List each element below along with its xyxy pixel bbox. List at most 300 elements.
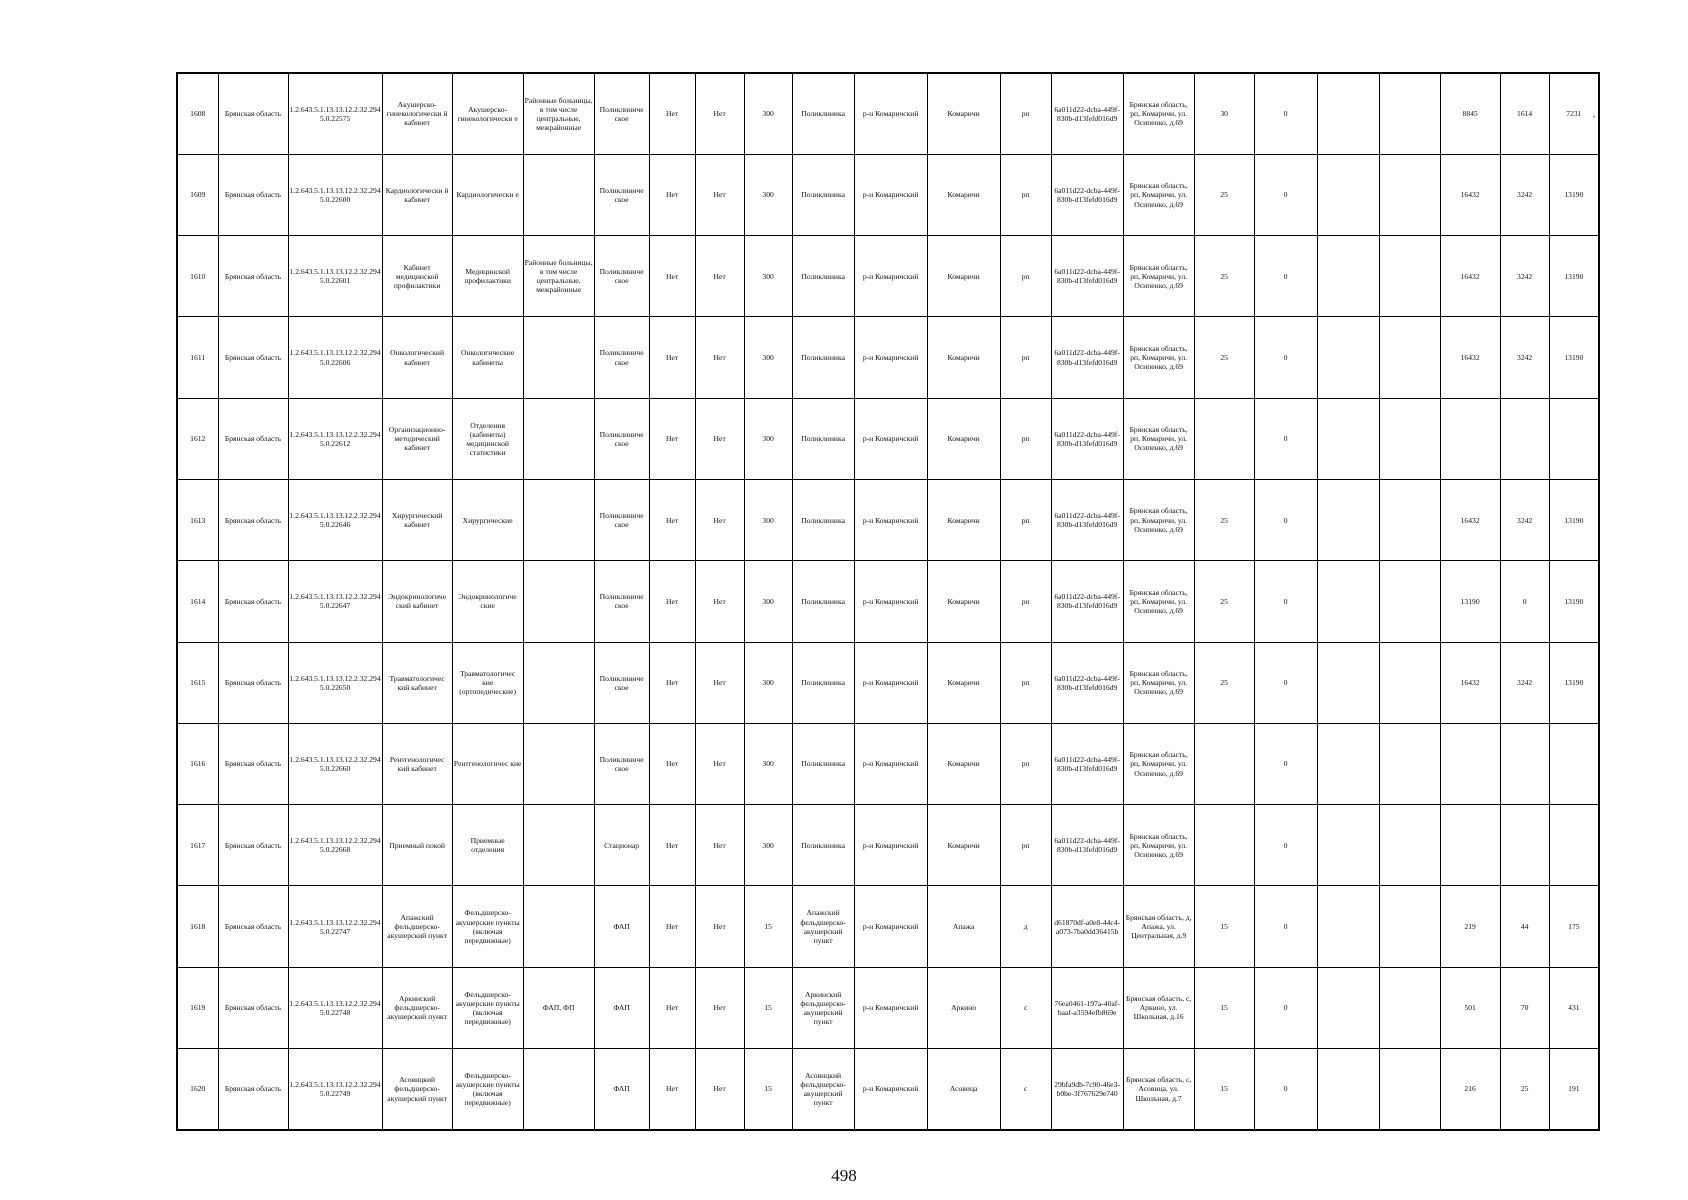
cell-num: 1611 (177, 317, 218, 398)
cell-address: Брянская область, рп, Комаричи, ул. Осипенко, д.69 (1123, 805, 1194, 886)
cell-guid: 6a011d22-dcba-449f-830b-d13fefd016d9 (1051, 723, 1123, 804)
cell-district: р-н Комаричский (854, 967, 927, 1048)
cell-num: 1609 (177, 154, 218, 235)
cell-stype: с (1000, 967, 1051, 1048)
cell-e (1440, 723, 1500, 804)
cell-type: Приемные отделения (452, 805, 523, 886)
cell-address: Брянская область, рп, Комаричи, ул. Осипенко, д.69 (1123, 642, 1194, 723)
cell-num: 1608 (177, 73, 218, 154)
cell-settlement: Комаричи (927, 805, 1000, 886)
cell-care: Поликлиниче ское (594, 154, 649, 235)
cell-e: 8845 (1440, 73, 1500, 154)
cell-settlement: Комаричи (927, 479, 1000, 560)
cell-region: Брянская область (218, 398, 288, 479)
cell-name: Эндокринологиче ский кабинет (382, 561, 452, 642)
cell-f (1500, 723, 1549, 804)
cell-name: Кардиологически й кабинет (382, 154, 452, 235)
cell-d (1379, 886, 1440, 967)
cell-g: 175 (1549, 886, 1599, 967)
cell-type: Отделения (кабинеты) медицинской статистики (452, 398, 523, 479)
cell-type: Акушерско-гинекологически е (452, 73, 523, 154)
cell-a: 25 (1194, 642, 1254, 723)
cell-f1: Нет (649, 723, 695, 804)
cell-name: Асовицкий фельдшерско-акушерский пункт (382, 1049, 452, 1130)
cell-f1: Нет (649, 967, 695, 1048)
cell-oid: 1.2.643.5.1.13.13.12.2.32.294 5.0.22747 (288, 886, 382, 967)
cell-district: р-н Комаричский (854, 236, 927, 317)
cell-b: 0 (1254, 967, 1317, 1048)
cell-stype: рп (1000, 805, 1051, 886)
cell-guid: 76ea0461-197a-40af-baaf-a3594efb869e (1051, 967, 1123, 1048)
cell-guid: 6a011d22-dcba-449f-830b-d13fefd016d9 (1051, 317, 1123, 398)
cell-b: 0 (1254, 73, 1317, 154)
cell-stype: рп (1000, 73, 1051, 154)
cell-region: Брянская область (218, 317, 288, 398)
cell-guid: 6a011d22-dcba-449f-830b-d13fefd016d9 (1051, 154, 1123, 235)
table-row (177, 561, 1599, 642)
cell-subtype (523, 642, 594, 723)
cell-f1: Нет (649, 642, 695, 723)
cell-subtype (523, 886, 594, 967)
cell-guid: 29bfa9db-7c90-46e3-b0be-3f767629e740 (1051, 1049, 1123, 1130)
cell-subtype: Районные больницы, в том числе центральные, межрайонные (523, 236, 594, 317)
cell-f2: Нет (695, 73, 744, 154)
cell-loc: Поликлиника (792, 317, 854, 398)
cell-care: ФАП (594, 967, 649, 1048)
cell-dist: 300 (744, 805, 792, 886)
cell-guid: 6a011d22-dcba-449f-830b-d13fefd016d9 (1051, 642, 1123, 723)
cell-address: Брянская область, с, Асовица, ул. Школьная, д.7 (1123, 1049, 1194, 1130)
cell-a: 15 (1194, 967, 1254, 1048)
cell-guid: 6a011d22-dcba-449f-830b-d13fefd016d9 (1051, 398, 1123, 479)
cell-num: 1614 (177, 561, 218, 642)
cell-e: 216 (1440, 1049, 1500, 1130)
cell-address: Брянская область, рп, Комаричи, ул. Осипенко, д.69 (1123, 317, 1194, 398)
cell-type: Травматологичес кие (ортопедические) (452, 642, 523, 723)
cell-type: Хирургические (452, 479, 523, 560)
cell-f1: Нет (649, 236, 695, 317)
cell-b: 0 (1254, 805, 1317, 886)
cell-f: 44 (1500, 886, 1549, 967)
cell-guid: 6a011d22-dcba-449f-830b-d13fefd016d9 (1051, 805, 1123, 886)
cell-f2: Нет (695, 723, 744, 804)
scan-mark: ˎ (1592, 104, 1596, 118)
cell-name: Организационно-методический кабинет (382, 398, 452, 479)
cell-address: Брянская область, рп, Комаричи, ул. Осипенко, д.69 (1123, 398, 1194, 479)
cell-f1: Нет (649, 805, 695, 886)
cell-care: Поликлиниче ское (594, 479, 649, 560)
cell-a: 25 (1194, 236, 1254, 317)
cell-e: 16432 (1440, 479, 1500, 560)
cell-guid: d61870df-a0e8-44c4-a073-7ba0dd36415b (1051, 886, 1123, 967)
cell-dist: 15 (744, 1049, 792, 1130)
cell-district: р-н Комаричский (854, 886, 927, 967)
cell-type: Кардиологически е (452, 154, 523, 235)
cell-dist: 300 (744, 317, 792, 398)
cell-dist: 15 (744, 886, 792, 967)
cell-g (1549, 398, 1599, 479)
cell-district: р-н Комаричский (854, 317, 927, 398)
cell-dist: 300 (744, 398, 792, 479)
cell-c (1317, 723, 1379, 804)
cell-num: 1610 (177, 236, 218, 317)
cell-name: Апажский фельдшерско-акушерский пункт (382, 886, 452, 967)
table-row (177, 73, 1599, 154)
cell-dist: 300 (744, 479, 792, 560)
cell-d (1379, 317, 1440, 398)
page-number: 498 (831, 1166, 857, 1185)
table-row (177, 805, 1599, 886)
cell-c (1317, 154, 1379, 235)
cell-region: Брянская область (218, 886, 288, 967)
cell-dist: 300 (744, 236, 792, 317)
cell-stype: рп (1000, 642, 1051, 723)
cell-a: 25 (1194, 317, 1254, 398)
cell-num: 1612 (177, 398, 218, 479)
cell-subtype (523, 723, 594, 804)
cell-oid: 1.2.643.5.1.13.13.12.2.32.294 5.0.22606 (288, 317, 382, 398)
cell-f1: Нет (649, 154, 695, 235)
cell-f1: Нет (649, 398, 695, 479)
cell-stype: рп (1000, 154, 1051, 235)
cell-settlement: Комаричи (927, 642, 1000, 723)
table-row (177, 317, 1599, 398)
cell-g (1549, 723, 1599, 804)
cell-settlement: Комаричи (927, 561, 1000, 642)
cell-region: Брянская область (218, 967, 288, 1048)
cell-district: р-н Комаричский (854, 561, 927, 642)
cell-care: ФАП (594, 886, 649, 967)
cell-name: Хирургический кабинет (382, 479, 452, 560)
cell-district: р-н Комаричский (854, 723, 927, 804)
cell-address: Брянская область, с, Аркино, ул. Школьная, д.16 (1123, 967, 1194, 1048)
cell-care: Поликлиниче ское (594, 561, 649, 642)
cell-f1: Нет (649, 479, 695, 560)
cell-address: Брянская область, рп, Комаричи, ул. Осипенко, д.69 (1123, 479, 1194, 560)
cell-e: 13190 (1440, 561, 1500, 642)
cell-oid: 1.2.643.5.1.13.13.12.2.32.294 5.0.22575 (288, 73, 382, 154)
cell-name: Онкологический кабинет (382, 317, 452, 398)
cell-care: Стационар (594, 805, 649, 886)
cell-region: Брянская область (218, 154, 288, 235)
cell-oid: 1.2.643.5.1.13.13.12.2.32.294 5.0.22748 (288, 967, 382, 1048)
cell-b: 0 (1254, 236, 1317, 317)
cell-dist: 300 (744, 154, 792, 235)
facilities-table (176, 72, 1600, 1131)
cell-f2: Нет (695, 479, 744, 560)
cell-f1: Нет (649, 561, 695, 642)
cell-a: 25 (1194, 154, 1254, 235)
cell-f1: Нет (649, 1049, 695, 1130)
cell-f2: Нет (695, 236, 744, 317)
cell-dist: 15 (744, 967, 792, 1048)
table-row (177, 154, 1599, 235)
cell-a: 25 (1194, 561, 1254, 642)
cell-f2: Нет (695, 805, 744, 886)
cell-loc: Поликлиника (792, 479, 854, 560)
cell-a (1194, 805, 1254, 886)
cell-loc: Аркинский фельдшерско-акушерский пункт (792, 967, 854, 1048)
cell-d (1379, 1049, 1440, 1130)
cell-address: Брянская область, рп, Комаричи, ул. Осипенко, д.69 (1123, 723, 1194, 804)
cell-g: 13190 (1549, 236, 1599, 317)
cell-name: Аркинский фельдшерско-акушерский пункт (382, 967, 452, 1048)
cell-b: 0 (1254, 1049, 1317, 1130)
cell-district: р-н Комаричский (854, 154, 927, 235)
cell-type: Фельдшерско-акушерские пункты (включая передвижные) (452, 1049, 523, 1130)
cell-type: Рентгенологичес кие (452, 723, 523, 804)
cell-stype: рп (1000, 398, 1051, 479)
cell-b: 0 (1254, 886, 1317, 967)
cell-care: Поликлиниче ское (594, 317, 649, 398)
cell-f1: Нет (649, 886, 695, 967)
cell-f2: Нет (695, 967, 744, 1048)
cell-f (1500, 398, 1549, 479)
cell-loc: Поликлиника (792, 73, 854, 154)
table-row (177, 886, 1599, 967)
cell-dist: 300 (744, 723, 792, 804)
cell-guid: 6a011d22-dcba-449f-830b-d13fefd016d9 (1051, 73, 1123, 154)
cell-d (1379, 723, 1440, 804)
cell-district: р-н Комаричский (854, 73, 927, 154)
cell-oid: 1.2.643.5.1.13.13.12.2.32.294 5.0.22646 (288, 479, 382, 560)
cell-d (1379, 561, 1440, 642)
cell-oid: 1.2.643.5.1.13.13.12.2.32.294 5.0.22660 (288, 723, 382, 804)
cell-f: 3242 (1500, 154, 1549, 235)
cell-f: 0 (1500, 561, 1549, 642)
table-row (177, 967, 1599, 1048)
cell-region: Брянская область (218, 236, 288, 317)
cell-stype: рп (1000, 723, 1051, 804)
cell-type: Эндокринологиче ские (452, 561, 523, 642)
cell-g: 13190 (1549, 154, 1599, 235)
cell-d (1379, 73, 1440, 154)
cell-e: 219 (1440, 886, 1500, 967)
cell-a: 15 (1194, 1049, 1254, 1130)
cell-address: Брянская область, рп, Комаричи, ул. Осипенко, д.69 (1123, 73, 1194, 154)
cell-d (1379, 154, 1440, 235)
cell-care: Поликлиниче ское (594, 723, 649, 804)
cell-dist: 300 (744, 73, 792, 154)
table-row (177, 1049, 1599, 1130)
cell-c (1317, 642, 1379, 723)
cell-c (1317, 805, 1379, 886)
cell-name: Акушерско-гинекологически й кабинет (382, 73, 452, 154)
cell-address: Брянская область, д, Апажа, ул. Центральная, д.9 (1123, 886, 1194, 967)
cell-guid: 6a011d22-dcba-449f-830b-d13fefd016d9 (1051, 479, 1123, 560)
cell-stype: рп (1000, 561, 1051, 642)
cell-address: Брянская область, рп, Комаричи, ул. Осипенко, д.69 (1123, 236, 1194, 317)
cell-num: 1620 (177, 1049, 218, 1130)
cell-name: Кабинет медицинской профилактики (382, 236, 452, 317)
cell-d (1379, 967, 1440, 1048)
table-row (177, 479, 1599, 560)
cell-subtype (523, 1049, 594, 1130)
cell-loc: Поликлиника (792, 805, 854, 886)
cell-f2: Нет (695, 154, 744, 235)
cell-guid: 6a011d22-dcba-449f-830b-d13fefd016d9 (1051, 561, 1123, 642)
cell-c (1317, 317, 1379, 398)
cell-b: 0 (1254, 642, 1317, 723)
cell-stype: д (1000, 886, 1051, 967)
table-row (177, 236, 1599, 317)
cell-oid: 1.2.643.5.1.13.13.12.2.32.294 5.0.22647 (288, 561, 382, 642)
cell-subtype (523, 154, 594, 235)
table-row (177, 642, 1599, 723)
cell-f1: Нет (649, 73, 695, 154)
table-row (177, 398, 1599, 479)
cell-e: 16432 (1440, 642, 1500, 723)
cell-c (1317, 398, 1379, 479)
cell-subtype (523, 479, 594, 560)
cell-type: Медицинской профилактики (452, 236, 523, 317)
cell-district: р-н Комаричский (854, 479, 927, 560)
cell-loc: Поликлиника (792, 398, 854, 479)
cell-f1: Нет (649, 317, 695, 398)
cell-stype: с (1000, 1049, 1051, 1130)
cell-subtype (523, 561, 594, 642)
cell-f2: Нет (695, 317, 744, 398)
cell-c (1317, 886, 1379, 967)
cell-type: Фельдшерско-акушерские пункты (включая передвижные) (452, 886, 523, 967)
cell-settlement: Комаричи (927, 236, 1000, 317)
cell-f2: Нет (695, 642, 744, 723)
cell-f: 3242 (1500, 479, 1549, 560)
cell-f2: Нет (695, 886, 744, 967)
cell-num: 1618 (177, 886, 218, 967)
cell-loc: Поликлиника (792, 236, 854, 317)
cell-f: 70 (1500, 967, 1549, 1048)
cell-region: Брянская область (218, 805, 288, 886)
cell-name: Рентгенологичес кий кабинет (382, 723, 452, 804)
cell-region: Брянская область (218, 561, 288, 642)
cell-region: Брянская область (218, 642, 288, 723)
cell-oid: 1.2.643.5.1.13.13.12.2.32.294 5.0.22600 (288, 154, 382, 235)
cell-g: 13190 (1549, 561, 1599, 642)
cell-f2: Нет (695, 398, 744, 479)
cell-g: 13190 (1549, 479, 1599, 560)
cell-oid: 1.2.643.5.1.13.13.12.2.32.294 5.0.22650 (288, 642, 382, 723)
cell-f: 3242 (1500, 236, 1549, 317)
cell-subtype (523, 317, 594, 398)
cell-district: р-н Комаричский (854, 805, 927, 886)
cell-oid: 1.2.643.5.1.13.13.12.2.32.294 5.0.22668 (288, 805, 382, 886)
cell-dist: 300 (744, 561, 792, 642)
cell-subtype (523, 398, 594, 479)
cell-settlement: Апажа (927, 886, 1000, 967)
cell-oid: 1.2.643.5.1.13.13.12.2.32.294 5.0.22601 (288, 236, 382, 317)
cell-region: Брянская область (218, 73, 288, 154)
cell-f: 1614 (1500, 73, 1549, 154)
cell-a (1194, 398, 1254, 479)
cell-loc: Поликлиника (792, 154, 854, 235)
cell-num: 1615 (177, 642, 218, 723)
cell-d (1379, 236, 1440, 317)
table-row (177, 723, 1599, 804)
cell-care: Поликлиниче ское (594, 236, 649, 317)
cell-oid: 1.2.643.5.1.13.13.12.2.32.294 5.0.22749 (288, 1049, 382, 1130)
cell-loc: Поликлиника (792, 723, 854, 804)
cell-district: р-н Комаричский (854, 1049, 927, 1130)
cell-b: 0 (1254, 154, 1317, 235)
cell-a: 25 (1194, 479, 1254, 560)
cell-b: 0 (1254, 317, 1317, 398)
cell-e: 501 (1440, 967, 1500, 1048)
cell-subtype: Районные больницы, в том числе центральные, межрайонные (523, 73, 594, 154)
cell-g: 13190 (1549, 642, 1599, 723)
cell-settlement: Комаричи (927, 723, 1000, 804)
cell-guid: 6a011d22-dcba-449f-830b-d13fefd016d9 (1051, 236, 1123, 317)
cell-g: 191 (1549, 1049, 1599, 1130)
cell-settlement: Аркино (927, 967, 1000, 1048)
cell-address: Брянская область, рп, Комаричи, ул. Осипенко, д.69 (1123, 154, 1194, 235)
cell-f: 3242 (1500, 317, 1549, 398)
cell-stype: рп (1000, 236, 1051, 317)
cell-settlement: Асовица (927, 1049, 1000, 1130)
cell-loc: Поликлиника (792, 642, 854, 723)
cell-g: 13190 (1549, 317, 1599, 398)
cell-g: 7231 (1549, 73, 1599, 154)
cell-d (1379, 398, 1440, 479)
cell-type: Фельдшерско-акушерские пункты (включая передвижные) (452, 967, 523, 1048)
cell-settlement: Комаричи (927, 317, 1000, 398)
cell-b: 0 (1254, 479, 1317, 560)
cell-region: Брянская область (218, 723, 288, 804)
cell-dist: 300 (744, 642, 792, 723)
cell-type: Онкологические кабинеты (452, 317, 523, 398)
cell-f2: Нет (695, 561, 744, 642)
cell-b: 0 (1254, 398, 1317, 479)
cell-b: 0 (1254, 723, 1317, 804)
cell-g (1549, 805, 1599, 886)
cell-subtype (523, 805, 594, 886)
cell-num: 1613 (177, 479, 218, 560)
cell-f: 25 (1500, 1049, 1549, 1130)
cell-num: 1619 (177, 967, 218, 1048)
cell-care: ФАП (594, 1049, 649, 1130)
cell-address: Брянская область, рп, Комаричи, ул. Осипенко, д.69 (1123, 561, 1194, 642)
cell-a: 15 (1194, 886, 1254, 967)
cell-loc: Поликлиника (792, 561, 854, 642)
cell-d (1379, 479, 1440, 560)
cell-d (1379, 805, 1440, 886)
cell-care: Поликлиниче ское (594, 642, 649, 723)
cell-care: Поликлиниче ское (594, 73, 649, 154)
cell-f2: Нет (695, 1049, 744, 1130)
cell-district: р-н Комаричский (854, 642, 927, 723)
cell-name: Травматологичес кий кабинет (382, 642, 452, 723)
cell-care: Поликлиниче ское (594, 398, 649, 479)
cell-loc: Апажский фельдшерско-акушерский пункт (792, 886, 854, 967)
cell-settlement: Комаричи (927, 398, 1000, 479)
cell-oid: 1.2.643.5.1.13.13.12.2.32.294 5.0.22612 (288, 398, 382, 479)
cell-b: 0 (1254, 561, 1317, 642)
cell-a (1194, 723, 1254, 804)
cell-a: 30 (1194, 73, 1254, 154)
cell-e: 16432 (1440, 317, 1500, 398)
cell-c (1317, 236, 1379, 317)
cell-loc: Асовицкий фельдшерско-акушерский пункт (792, 1049, 854, 1130)
cell-c (1317, 479, 1379, 560)
cell-stype: рп (1000, 479, 1051, 560)
cell-e: 16432 (1440, 154, 1500, 235)
cell-num: 1617 (177, 805, 218, 886)
cell-e: 16432 (1440, 236, 1500, 317)
cell-c (1317, 1049, 1379, 1130)
cell-stype: рп (1000, 317, 1051, 398)
cell-num: 1616 (177, 723, 218, 804)
cell-region: Брянская область (218, 479, 288, 560)
